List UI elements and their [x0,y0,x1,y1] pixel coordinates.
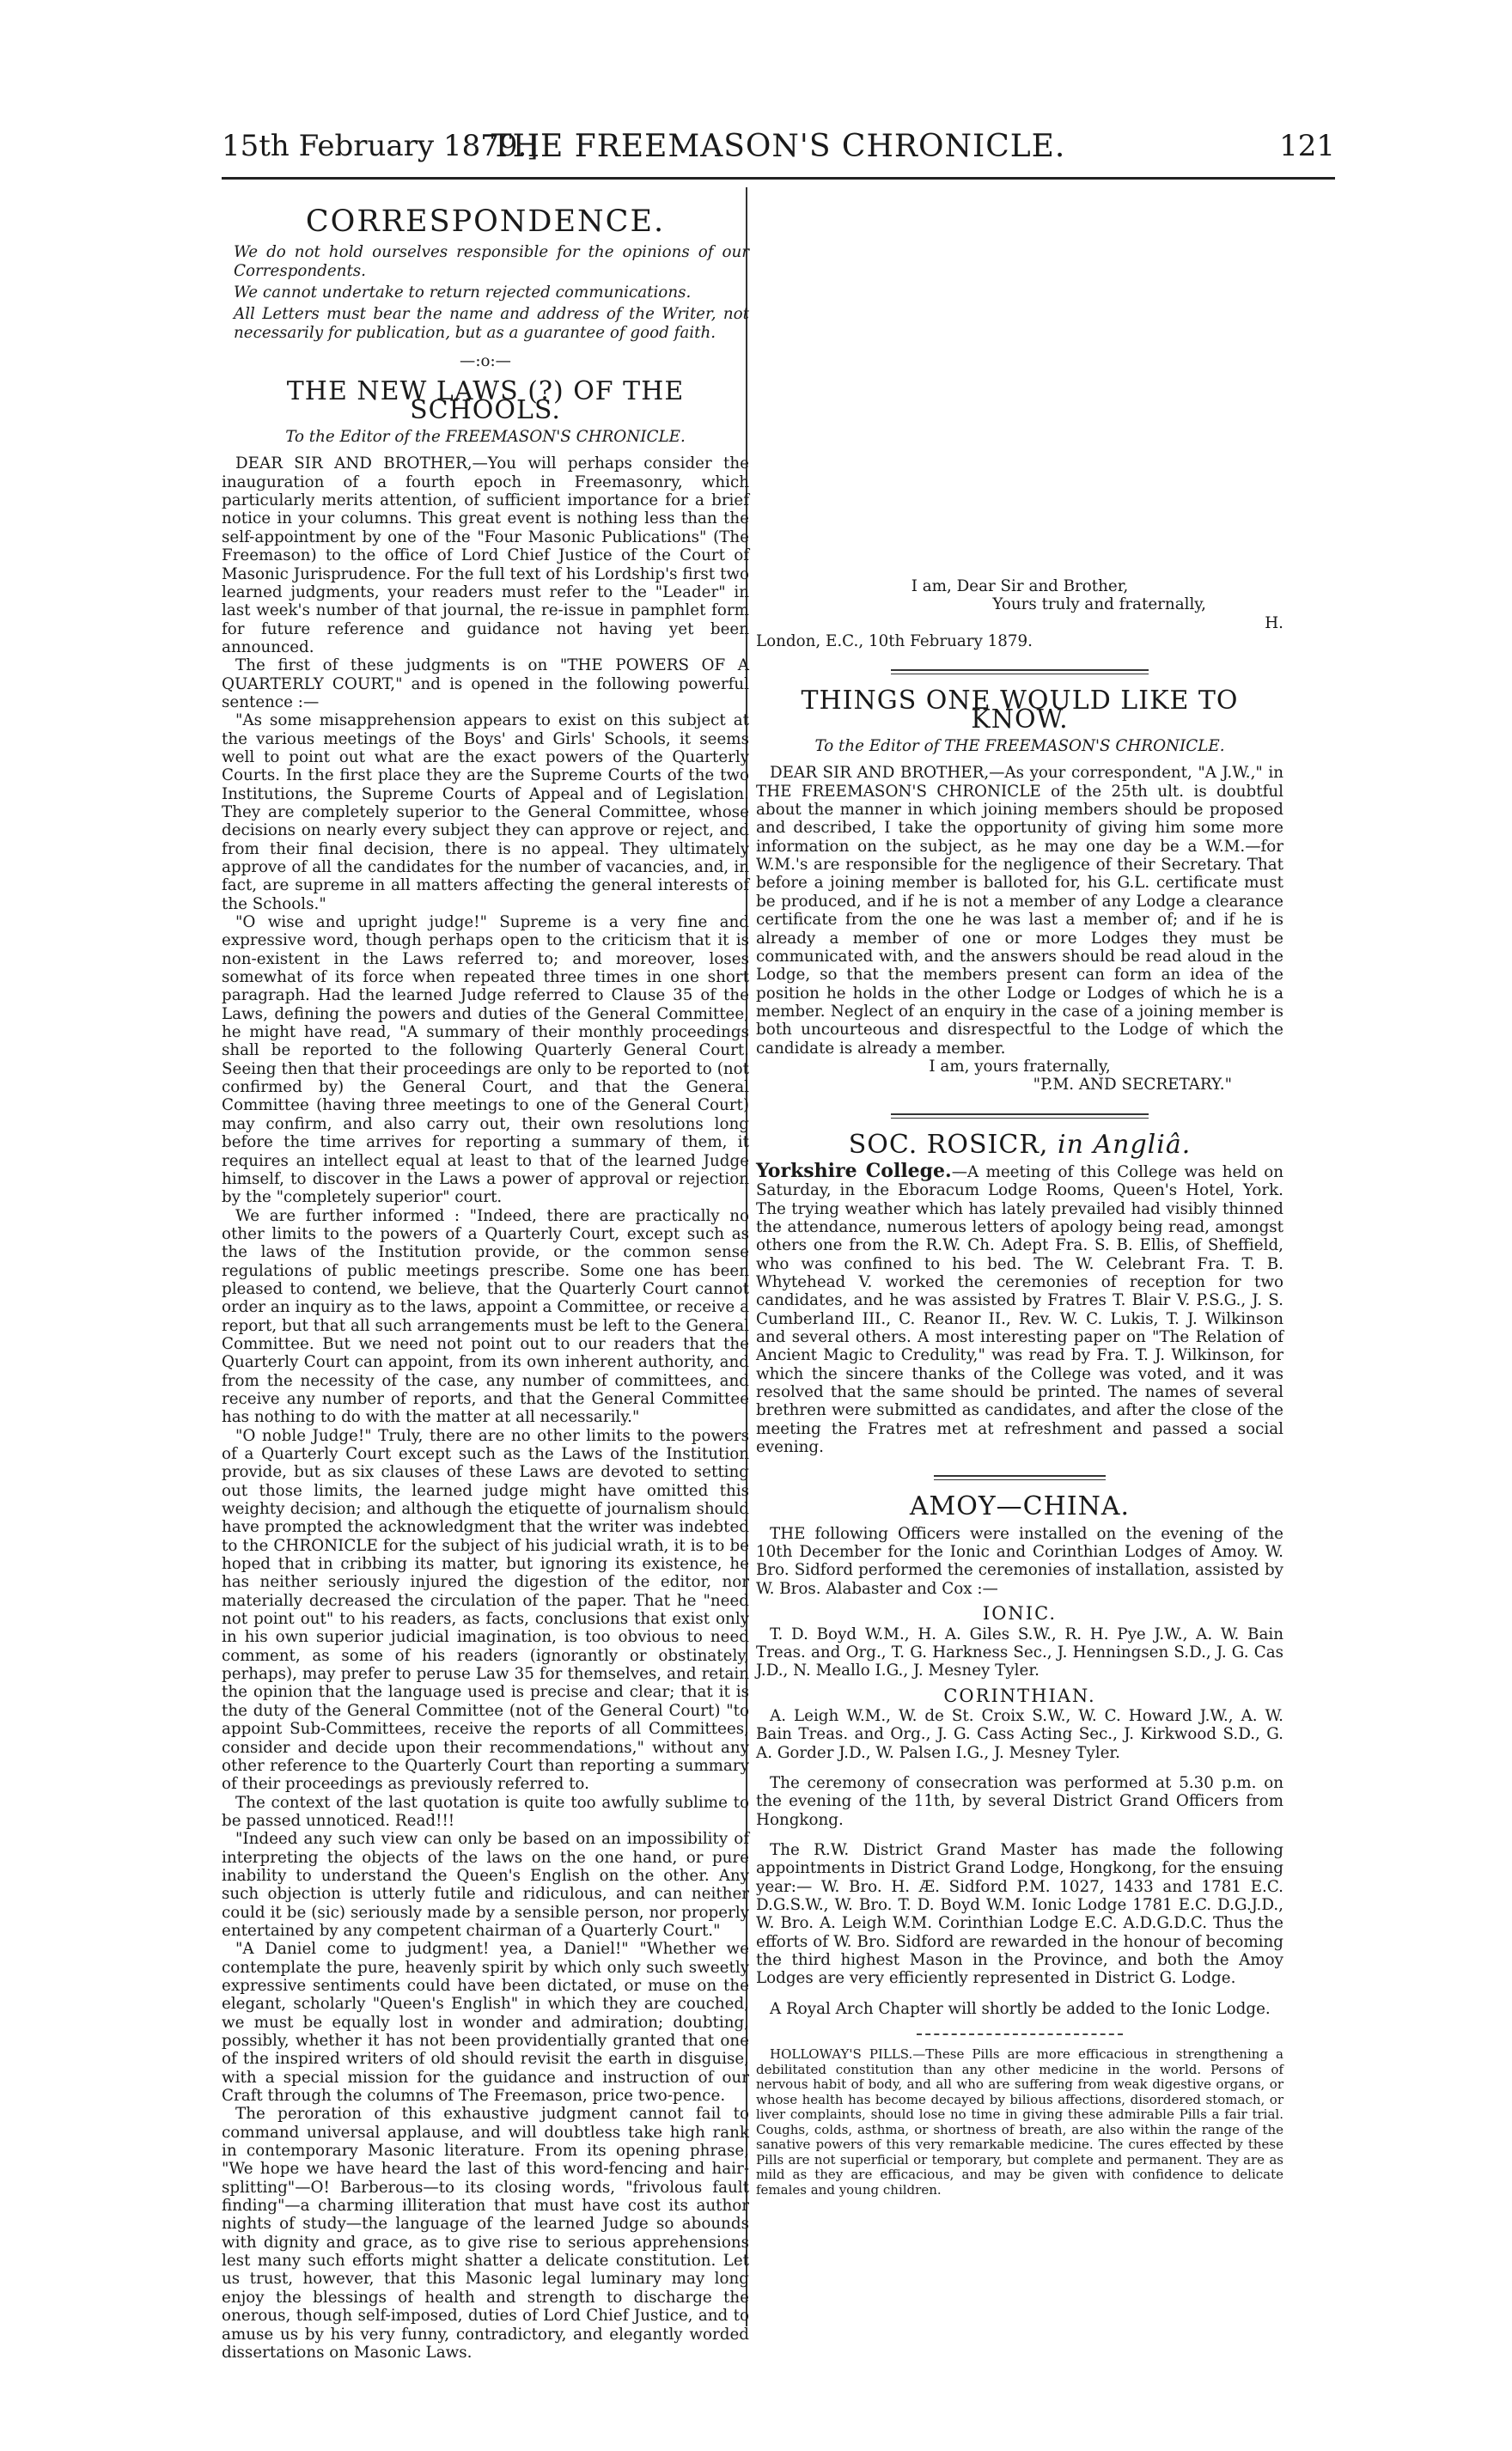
things-signature: "P.M. AND SECRETARY." [1033,1076,1232,1094]
things-paragraph: DEAR SIR AND BROTHER,—As your correspondent, "A J.W.," in THE FREEMASON'S CHRONICLE of the 25th ult. is doubtful about the manner in which joining members should be proposed and described, I take the opportunity of giving him some more information on the subject, as he may one day be a W.M.—for W.M.'s are responsible for the negligence of their Secretary. That before a joining member is balloted for, his G.L. certificate must be produced, and if he is not a member of any Lodge a clearance certificate from the one he was last a member of; and if he is already a member of one or more Lodges they must be communicated with, and the answers should be read aloud in the Lodge, so that the members present can form an idea of the position he holds in the other Lodge or Lodges of which he is a member. Neglect of an enquiry in the case of a joining member is both uncourteous and disrespectful to the Lodge of which the candidate is already a member. [756,764,1283,1058]
section-rule [891,669,1149,674]
correspondence-note: We do not hold ourselves responsible for the opinions of our Correspondents. [234,243,749,280]
advert-lead: HOLLOWAY'S PILLS. [770,2046,913,2063]
corinthian-heading: CORINTHIAN. [943,1685,1096,1706]
letter-place-date: London, E.C., 10th February 1879. [756,632,1033,651]
left-column [222,187,749,2362]
advert-rule [917,2033,1123,2035]
article-paragraph: We are further informed : "Indeed, there are practically no other limits to the powers of a Quarterly Court, except such as the laws of the Institution provide, or the common sense regulations of public meetings prescribe. Some one has been pleased to contend, we believe, that the Quarterly Court cannot order an inquiry as to the laws, appoint a Committee, or receive a report, but that all such arrangements must be left to the General Committee. But we need not point out to our readers that the Quarterly Court can appoint, from its own inherent authority, and from the necessity of the case, any number of committees, and receive any number of reports, and that the General Committee has nothing to do with the matter at all necessarily." [222,1206,749,1427]
amoy-royal-arch: A Royal Arch Chapter will shortly be added to the Ionic Lodge. [770,1999,1271,2018]
page-header [222,129,1335,175]
section-rule [934,1475,1106,1480]
correspondence-note: All Letters must bear the name and address of the Writer, not necessarily for publication, but as a guarantee of good faith. [234,305,749,342]
ionic-heading: IONIC. [982,1603,1058,1625]
things-closing: I am, yours fraternally, [929,1057,1111,1076]
soc-rosicr-text: —A meeting of this College was held on Saturday, in the Eboracum Lodge Rooms, Queen's Hotel, York. The trying weather which has lately prevailed had visibly thinned the attendance, numerous letters of apology being read, amongst others one from the R.W. Ch. Adept Fra. S. B. Ellis, of Sheffield, who was confined to his bed. The W. Celebrant Fra. T. B. Whytehead V. worked the ceremonies of reception for two candidates, and he was assisted by Fratres T. Blair V. P.S.G., J. S. Cumberland III., C. Reanor II., Rev. W. C. Lukis, T. J. Wilkinson and several others. A most interesting paper on "The Relation of Ancient Magic to Credulity," was read by Fra. T. J. Wilkinson, for which the sincere thanks of the College was voted, and it was resolved that the same should be printed. The names of several brethren were submitted as candidates, and after the close of the meeting the Fratres met at refreshment and passed a social evening. [756,1162,1283,1457]
header-page-number: 121 [1279,129,1335,163]
amoy-appointments: The R.W. District Grand Master has made the following appointments in District Grand Lodge, Hongkong, for the ensuing year:— W. Bro. H. Æ. Sidford P.M. 1027, 1433 and 1781 E.C. D.G.S.W., W. Bro. T. D. Boyd W.M. Ionic Lodge 1781 E.C. D.G.J.D., W. Bro. A. Leigh W.M. Corinthian Lodge E.C. A.D.G.D.C. Thus the efforts of W. Bro. Sidford are rewarded in the honour of becoming the third highest Mason in the Province, and both the Amoy Lodges are very efficiently represented in District G. Lodge. [756,1840,1283,1988]
article-paragraph: DEAR SIR AND BROTHER,—You will perhaps consider the inauguration of a fourth epoch in Freemasonry, which particularly merits attention, of sufficient importance for a brief notice in your columns. This great event is nothing less than the self-appointment by one of the "Four Masonic Publications" (The Freemason) to the office of Lord Chief Justice of the Court of Masonic Jurisprudence. For the full text of his Lordship's first two learned judgments, your readers must refer to the "Leader" in last week's number of that journal, the re-issue in pamphlet form for future reference and guidance not having yet been announced. [222,454,749,656]
soc-rosicr-paragraph [756,1159,1283,1457]
continued-text-space [756,187,1283,577]
article-paragraph: "As some misapprehension appears to exist on this subject at the various meetings of the Boys' and Girls' Schools, it seems well to point out what are the exact powers of the Quarterly Courts. In the first place they are the Supreme Courts of the two Institutions, the Supreme Courts of Appeal and of Legislation. They are completely superior to the General Committee, whose decisions on nearly every subject they can approve or reject, and from their final decision, there is no appeal. They ultimately approve of all the candidates for the number of vacancies, and, in fact, are supreme in all matters affecting the general interests of the Schools." [222,711,749,913]
right-column [756,187,1283,2198]
advert-text: —These Pills are more efficacious in strengthening a debilitated constitution than any other medicine in the world. Persons of nervous habit of body, and all who are suffering from weak digestive organs, or whose health has become decayed by bilious affections, disordered stomach, or liver complaints, should lose no time in giving these admirable Pills a fair trial. Coughs, colds, asthma, or shortness of breath, are also within the range of the sanative powers of this very remarkable medicine. The cures effected by these Pills are not superficial or temporary, but complete and permanent. They are as mild as they are efficacious, and may be given with confidence to delicate females and young children. [756,2046,1283,2198]
soc-rosicr-heading-roman: SOC. ROSICR, [848,1129,1049,1160]
correspondence-note: We cannot undertake to return rejected communications. [234,284,692,302]
article-paragraph: The first of these judgments is on "THE POWERS OF A QUARTERLY COURT," and is opened in the following powerful sentence :— [222,656,749,711]
section-separator: —:o:— [460,352,511,371]
header-rule [222,177,1335,180]
soc-rosicr-heading-italic: in Angliâ. [1058,1129,1192,1160]
article-paragraph: "A Daniel come to judgment! yea, a Daniel!" "Whether we contemplate the pure, heavenly spirit by which only such sweetly expressive sentiments could have been dictated, or muse on the elegant, scholarly "Queen's English" in which they are couched, we must be equally lost in wonder and admiration; doubting, possibly, whether it has not been providentially granted that one of the inspired writers of old should revisit the earth in disguise, with a special mission for the guidance and instruction of our Craft through the columns of The Freemason, price two-pence. [222,1940,749,2106]
letter-closing-2: Yours truly and fraternally, [992,595,1206,614]
amoy-intro: THE following Officers were installed on the evening of the 10th December for the Ionic and Corinthian Lodges of Amoy. W. Bro. Sidford performed the ceremonies of installation, assisted by W. Bros. Alabaster and Cox :— [756,1524,1283,1598]
article-paragraph: "O noble Judge!" Truly, there are no other limits to the powers of a Quarterly Court except such as the Laws of the Institution provide, but as six clauses of these Laws are devoted to setting out those limits, the learned judge might have omitted this weighty decision; and although the etiquette of journalism should have prompted the acknowledgment that the writer was indebted to the CHRONICLE for the subject of his judicial wrath, it is to be hoped that in cribbing its matter, but ignoring its existence, he has neither seriously injured the digestion of the editor, nor materially decreased the circulation of the paper. That he "need not point out" to his readers, as facts, conclusions that exist only in his own superior judicial imagination, is too obvious to need comment, as some of his readers (ignorantly or obstinately, perhaps), may prefer to peruse Law 35 for themselves, and retain the opinion that the language used is precise and clear; that it is the duty of the General Committee (not of the General Court) "to appoint Sub-Committees, receive the reports of all Committees, consider and decide upon their recommendations," without any other reference to the Quarterly Court than reporting a summary of their proceedings as previously referred to. [222,1426,749,1794]
new-laws-addressee: To the Editor of the FREEMASON'S CHRONICLE. [285,428,686,447]
header-date: 15th February 1879.] [222,129,539,163]
letter-closing: I am, Dear Sir and Brother, [911,577,1129,595]
corinthian-officers: A. Leigh W.M., W. de St. Croix S.W., W. C. Howard J.W., A. W. Bain Treas. and Org., J. G. Cass Acting Sec., J. Kirkwood S.D., G. A. Gorder J.D., W. Palsen I.G., J. Mesney Tyler. [756,1706,1283,1762]
ionic-officers: T. D. Boyd W.M., H. A. Giles S.W., R. H. Pye J.W., A. W. Bain Treas. and Org., T. G. Harkness Sec., J. Henningsen S.D., J. G. Cas J.D., N. Meallo I.G., J. Mesney Tyler. [756,1625,1283,1680]
things-addressee: To the Editor of THE FREEMASON'S CHRONICLE. [814,737,1225,756]
correspondence-heading: CORRESPONDENCE. [305,204,666,239]
holloway-advert [756,2047,1283,2198]
article-paragraph: The peroration of this exhaustive judgment cannot fail to command universal applause, and will doubtless take high rank in contemporary Masonic literature. From its opening phrase, "We hope we have heard the last of this word-fencing and hair-splitting"—O! Barberous—to its closing words, "frivolous fault finding"—a charming illiteration that must have cost its author nights of study—the language of the learned Judge so abounds with dignity and grace, as to give rise to serious apprehensions lest many such efforts might shatter a delicate constitution. Let us trust, however, that this Masonic legal luminary may long enjoy the blessings of health and strength to discharge the onerous, though self-imposed, duties of Lord Chief Justice, and to amuse us by his very funny, contradictory, and elegantly worded dissertations on Masonic Laws. [222,2105,749,2362]
article-paragraph: "Indeed any such view can only be based on an impossibility of interpreting the objects of the laws on the one hand, or pure inability to understand the Queen's English on the other. Any such objection is utterly futile and ridiculous, and can neither could it be (sic) seriously made by a sensible person, nor properly entertained by any competent chairman of a Quarterly Court." [222,1830,749,1940]
amoy-heading: AMOY—CHINA. [909,1491,1131,1522]
section-rule [891,1113,1149,1119]
header-title: THE FREEMASON'S CHRONICLE. [491,129,1066,164]
soc-rosicr-heading [756,1129,1283,1160]
new-laws-heading: THE NEW LAWS (?) OF THE SCHOOLS. [286,376,685,425]
soc-rosicr-lead: Yorkshire College. [756,1159,952,1182]
amoy-consecration: The ceremony of consecration was performed at 5.30 p.m. on the evening of the 11th, by several District Grand Officers from Hongkong. [756,1773,1283,1829]
article-paragraph: The context of the last quotation is quite too awfully sublime to be passed unnoticed. Read!!! [222,1793,749,1830]
article-paragraph: "O wise and upright judge!" Supreme is a very fine and expressive word, though perhaps open to the criticism that it is non-existent in the Laws referred to; and moreover, loses somewhat of its force when repeated three times in one short paragraph. Had the learned Judge referred to Clause 35 of the Laws, defining the powers and duties of the General Committee, he might have read, "A summary of their monthly proceedings shall be reported to the following Quarterly General Court. Seeing then that their proceedings are only to be reported to (not confirmed by) the General Court, and that the General Committee (having three meetings to one of the General Court) may confirm, and also carry out, their own resolutions long before the time arrives for reporting a summary of them, it requires an intellect equal at least to that of the learned Judge himself, to discover in the Laws a power of approval or rejection by the "completely superior" court. [222,913,749,1207]
things-heading: THINGS ONE WOULD LIKE TO KNOW. [801,686,1239,735]
letter-signature: H. [1265,613,1283,632]
